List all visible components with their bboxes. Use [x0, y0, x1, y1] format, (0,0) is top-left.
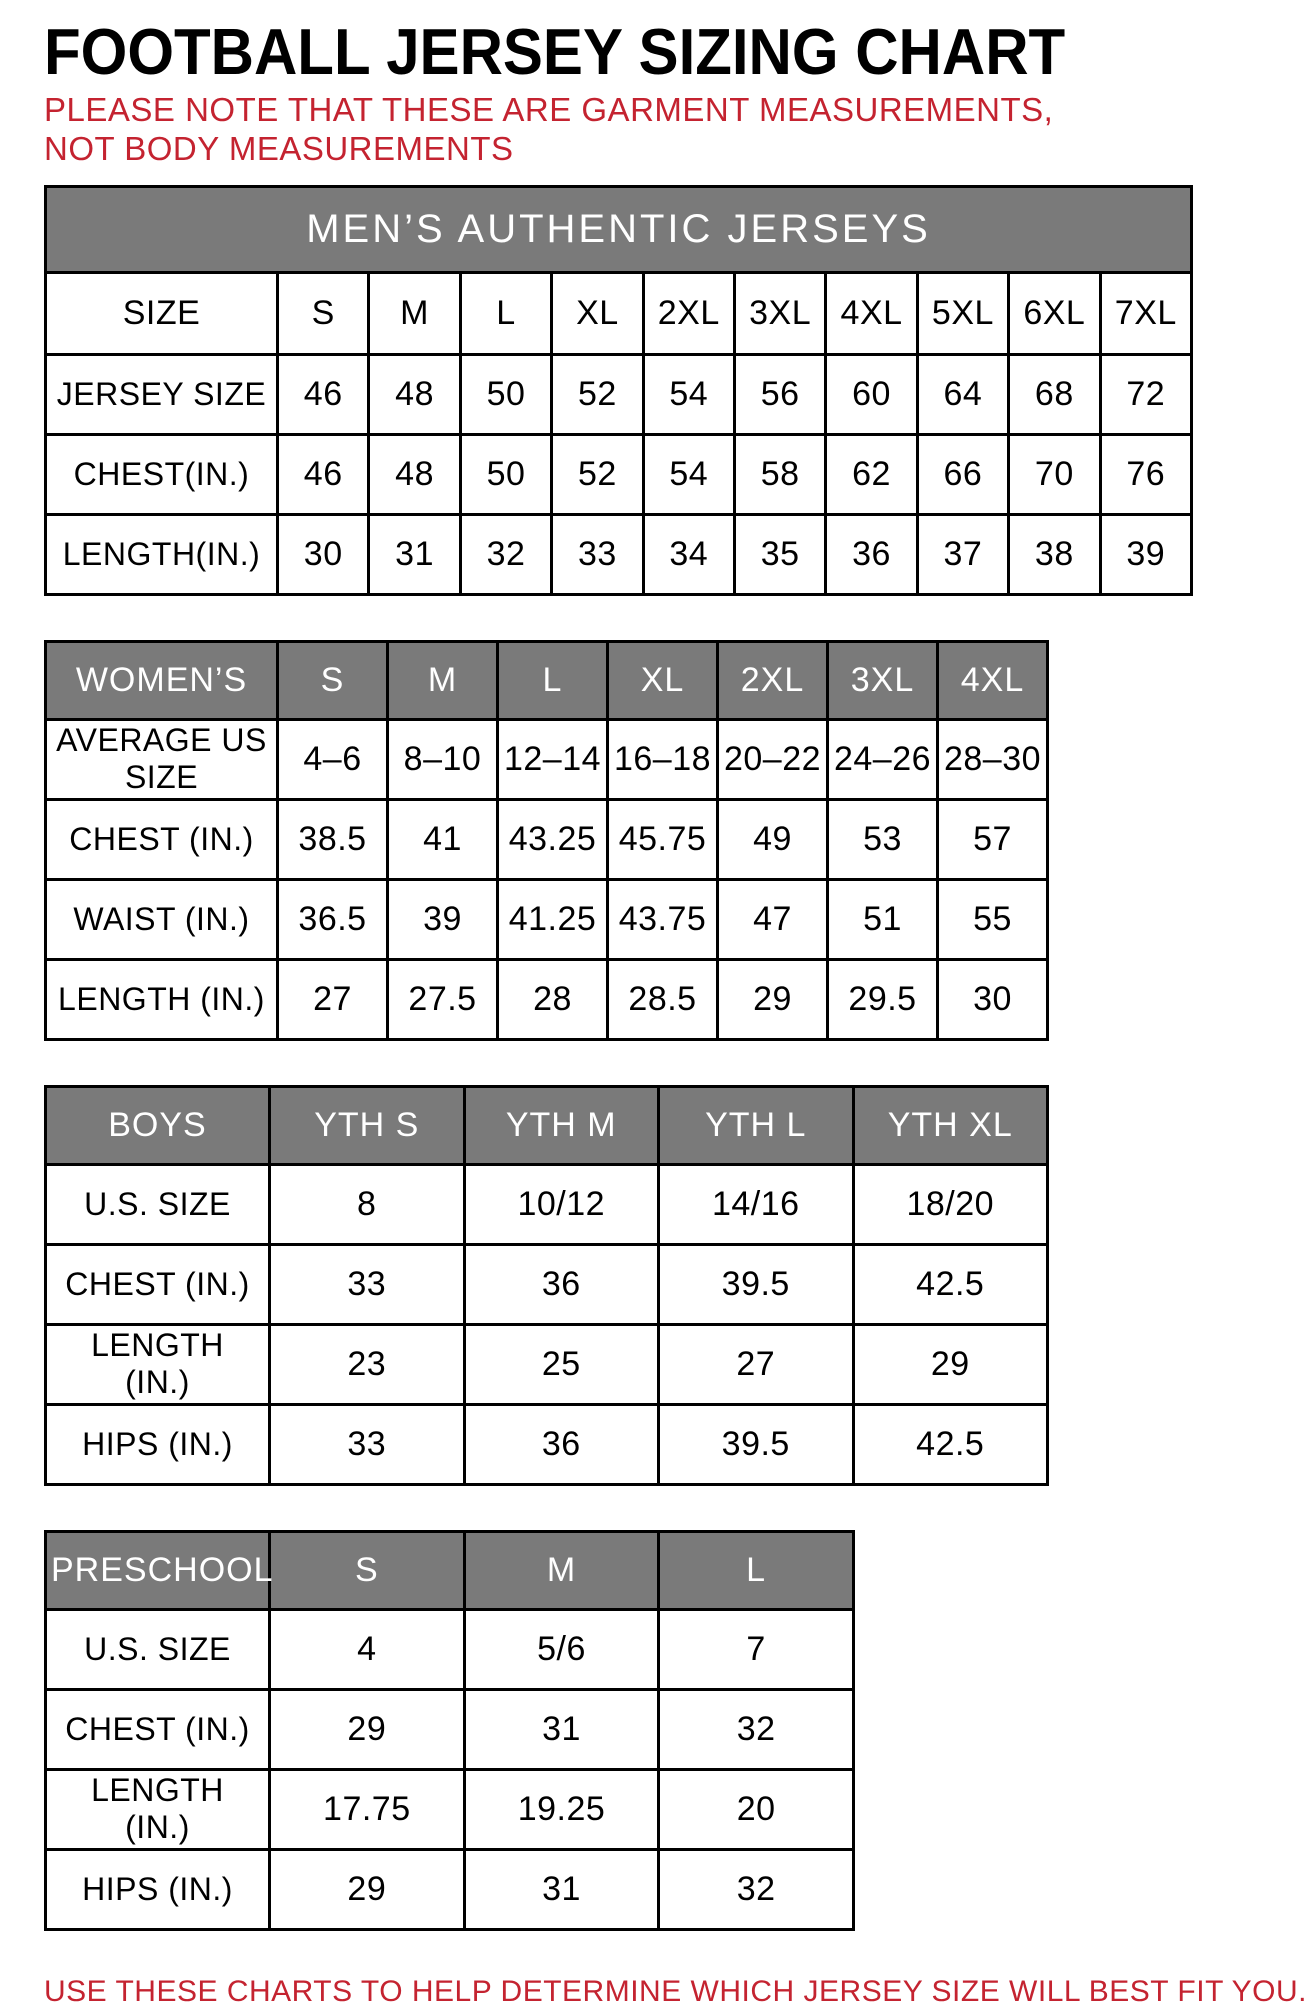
- table-row: [46, 1244, 1048, 1324]
- size-value-cell: 46: [278, 434, 369, 514]
- garment-measurement-note: PLEASE NOTE THAT THESE ARE GARMENT MEASUREMENTS, NOT BODY MEASUREMENTS: [44, 91, 1054, 167]
- size-value-cell: 39.5: [659, 1244, 854, 1324]
- table-row: [46, 879, 1048, 959]
- table-row: [46, 1609, 854, 1689]
- size-value-cell: 38: [1009, 514, 1100, 594]
- table-row: [46, 1164, 1048, 1244]
- size-value-cell: 33: [270, 1404, 465, 1484]
- row-label: CHEST (IN.): [46, 1689, 270, 1769]
- womens-table-section: [44, 640, 1190, 1041]
- size-value-cell: 20: [659, 1769, 854, 1849]
- size-value-cell: 52: [552, 354, 643, 434]
- size-value-cell: 17.75: [270, 1769, 465, 1849]
- size-value-cell: 50: [460, 354, 551, 434]
- size-value-cell: 54: [643, 434, 734, 514]
- column-header-row: [46, 1086, 1048, 1164]
- size-value-cell: 34: [643, 514, 734, 594]
- size-value-cell: 42.5: [853, 1244, 1048, 1324]
- size-value-cell: 32: [659, 1689, 854, 1769]
- column-header-7xl: 7XL: [1100, 272, 1192, 354]
- size-value-cell: 8–10: [388, 719, 498, 799]
- size-value-cell: 36: [826, 514, 917, 594]
- row-label: AVERAGE US SIZE: [46, 719, 278, 799]
- size-value-cell: 32: [659, 1849, 854, 1929]
- table-row: [46, 719, 1048, 799]
- size-value-cell: 52: [552, 434, 643, 514]
- size-value-cell: 31: [464, 1689, 659, 1769]
- size-value-cell: 35: [734, 514, 825, 594]
- table-banner-row: [46, 186, 1192, 272]
- column-header-3xl: 3XL: [828, 641, 938, 719]
- column-header-m: M: [464, 1531, 659, 1609]
- size-value-cell: 70: [1009, 434, 1100, 514]
- size-value-cell: 54: [643, 354, 734, 434]
- column-header-yth-m: YTH M: [464, 1086, 659, 1164]
- size-value-cell: 36: [464, 1244, 659, 1324]
- size-value-cell: 48: [369, 434, 460, 514]
- size-value-cell: 31: [464, 1849, 659, 1929]
- column-header-m: M: [369, 272, 460, 354]
- size-value-cell: 28: [498, 959, 608, 1039]
- preschool-header-label: PRESCHOOL: [46, 1531, 270, 1609]
- size-value-cell: 64: [917, 354, 1008, 434]
- size-value-cell: 60: [826, 354, 917, 434]
- table-row: [46, 1849, 854, 1929]
- column-header-6xl: 6XL: [1009, 272, 1100, 354]
- row-label: CHEST (IN.): [46, 799, 278, 879]
- size-value-cell: 76: [1100, 434, 1192, 514]
- size-value-cell: 57: [938, 799, 1048, 879]
- row-label: CHEST(IN.): [46, 434, 278, 514]
- column-header-row: [46, 1531, 854, 1609]
- size-value-cell: 31: [369, 514, 460, 594]
- size-value-cell: 41.25: [498, 879, 608, 959]
- size-value-cell: 18/20: [853, 1164, 1048, 1244]
- size-value-cell: 43.25: [498, 799, 608, 879]
- column-header-4xl: 4XL: [938, 641, 1048, 719]
- column-header-s: S: [270, 1531, 465, 1609]
- row-label: LENGTH (IN.): [46, 1324, 270, 1404]
- size-value-cell: 23: [270, 1324, 465, 1404]
- size-value-cell: 28–30: [938, 719, 1048, 799]
- preschool-size-table: [44, 1530, 855, 1931]
- size-value-cell: 29: [270, 1849, 465, 1929]
- size-value-cell: 24–26: [828, 719, 938, 799]
- table-row: [46, 1769, 854, 1849]
- size-value-cell: 62: [826, 434, 917, 514]
- size-value-cell: 4: [270, 1609, 465, 1689]
- size-value-cell: 16–18: [608, 719, 718, 799]
- size-value-cell: 12–14: [498, 719, 608, 799]
- mens-table-section: [44, 185, 1190, 596]
- size-value-cell: 58: [734, 434, 825, 514]
- table-row: [46, 1404, 1048, 1484]
- size-value-cell: 42.5: [853, 1404, 1048, 1484]
- boys-size-table: [44, 1085, 1049, 1486]
- size-value-cell: 39: [1100, 514, 1192, 594]
- table-row: [46, 354, 1192, 434]
- size-value-cell: 41: [388, 799, 498, 879]
- column-header-s: S: [278, 641, 388, 719]
- column-header-l: L: [498, 641, 608, 719]
- size-value-cell: 29: [718, 959, 828, 1039]
- size-value-cell: 39.5: [659, 1404, 854, 1484]
- column-header-s: S: [278, 272, 369, 354]
- boys-header-label: BOYS: [46, 1086, 270, 1164]
- footer-note: USE THESE CHARTS TO HELP DETERMINE WHICH JERSEY SIZE WILL BEST FIT YOU.: [44, 1974, 1307, 2008]
- size-value-cell: 27: [659, 1324, 854, 1404]
- size-value-cell: 29: [853, 1324, 1048, 1404]
- size-value-cell: 33: [270, 1244, 465, 1324]
- size-value-cell: 55: [938, 879, 1048, 959]
- table-row: [46, 1689, 854, 1769]
- size-value-cell: 30: [938, 959, 1048, 1039]
- size-value-cell: 49: [718, 799, 828, 879]
- table-row: [46, 514, 1192, 594]
- row-label: U.S. SIZE: [46, 1164, 270, 1244]
- size-value-cell: 10/12: [464, 1164, 659, 1244]
- row-label: HIPS (IN.): [46, 1849, 270, 1929]
- womens-header-label: WOMEN’S: [46, 641, 278, 719]
- size-value-cell: 36: [464, 1404, 659, 1484]
- size-value-cell: 45.75: [608, 799, 718, 879]
- size-value-cell: 19.25: [464, 1769, 659, 1849]
- column-header-3xl: 3XL: [734, 272, 825, 354]
- size-value-cell: 29.5: [828, 959, 938, 1039]
- size-value-cell: 56: [734, 354, 825, 434]
- size-value-cell: 37: [917, 514, 1008, 594]
- column-header-yth-s: YTH S: [270, 1086, 465, 1164]
- table-row: [46, 434, 1192, 514]
- table-row: [46, 1324, 1048, 1404]
- column-header-2xl: 2XL: [718, 641, 828, 719]
- size-value-cell: 28.5: [608, 959, 718, 1039]
- size-value-cell: 14/16: [659, 1164, 854, 1244]
- column-header-4xl: 4XL: [826, 272, 917, 354]
- column-header-l: L: [659, 1531, 854, 1609]
- size-value-cell: 38.5: [278, 799, 388, 879]
- size-value-cell: 33: [552, 514, 643, 594]
- size-value-cell: 66: [917, 434, 1008, 514]
- size-value-cell: 4–6: [278, 719, 388, 799]
- column-header-l: L: [460, 272, 551, 354]
- size-value-cell: 47: [718, 879, 828, 959]
- table-row: [46, 799, 1048, 879]
- column-header-yth-l: YTH L: [659, 1086, 854, 1164]
- table-row: [46, 959, 1048, 1039]
- column-header-2xl: 2XL: [643, 272, 734, 354]
- column-header-row: [46, 641, 1048, 719]
- column-header-xl: XL: [608, 641, 718, 719]
- row-label: HIPS (IN.): [46, 1404, 270, 1484]
- row-label: LENGTH (IN.): [46, 959, 278, 1039]
- row-label: CHEST (IN.): [46, 1244, 270, 1324]
- size-value-cell: 51: [828, 879, 938, 959]
- womens-size-table: [44, 640, 1049, 1041]
- size-value-cell: 39: [388, 879, 498, 959]
- size-value-cell: 29: [270, 1689, 465, 1769]
- column-header-m: M: [388, 641, 498, 719]
- boys-table-section: [44, 1085, 1190, 1486]
- mens-header-label: SIZE: [46, 272, 278, 354]
- column-header-xl: XL: [552, 272, 643, 354]
- row-label: LENGTH (IN.): [46, 1769, 270, 1849]
- size-value-cell: 46: [278, 354, 369, 434]
- size-value-cell: 25: [464, 1324, 659, 1404]
- size-value-cell: 36.5: [278, 879, 388, 959]
- page-title: FOOTBALL JERSEY SIZING CHART: [44, 15, 1066, 89]
- size-value-cell: 43.75: [608, 879, 718, 959]
- size-value-cell: 72: [1100, 354, 1192, 434]
- size-value-cell: 30: [278, 514, 369, 594]
- size-value-cell: 27.5: [388, 959, 498, 1039]
- row-label: WAIST (IN.): [46, 879, 278, 959]
- size-value-cell: 5/6: [464, 1609, 659, 1689]
- row-label: JERSEY SIZE: [46, 354, 278, 434]
- size-value-cell: 68: [1009, 354, 1100, 434]
- mens-size-table: [44, 185, 1193, 596]
- size-value-cell: 27: [278, 959, 388, 1039]
- row-label: U.S. SIZE: [46, 1609, 270, 1689]
- size-value-cell: 7: [659, 1609, 854, 1689]
- column-header-5xl: 5XL: [917, 272, 1008, 354]
- size-value-cell: 32: [460, 514, 551, 594]
- size-value-cell: 20–22: [718, 719, 828, 799]
- size-value-cell: 8: [270, 1164, 465, 1244]
- size-value-cell: 48: [369, 354, 460, 434]
- size-value-cell: 50: [460, 434, 551, 514]
- mens-banner: MEN’S AUTHENTIC JERSEYS: [46, 186, 1192, 272]
- column-header-row: [46, 272, 1192, 354]
- row-label: LENGTH(IN.): [46, 514, 278, 594]
- size-value-cell: 53: [828, 799, 938, 879]
- column-header-yth-xl: YTH XL: [853, 1086, 1048, 1164]
- preschool-table-section: [44, 1530, 1190, 1931]
